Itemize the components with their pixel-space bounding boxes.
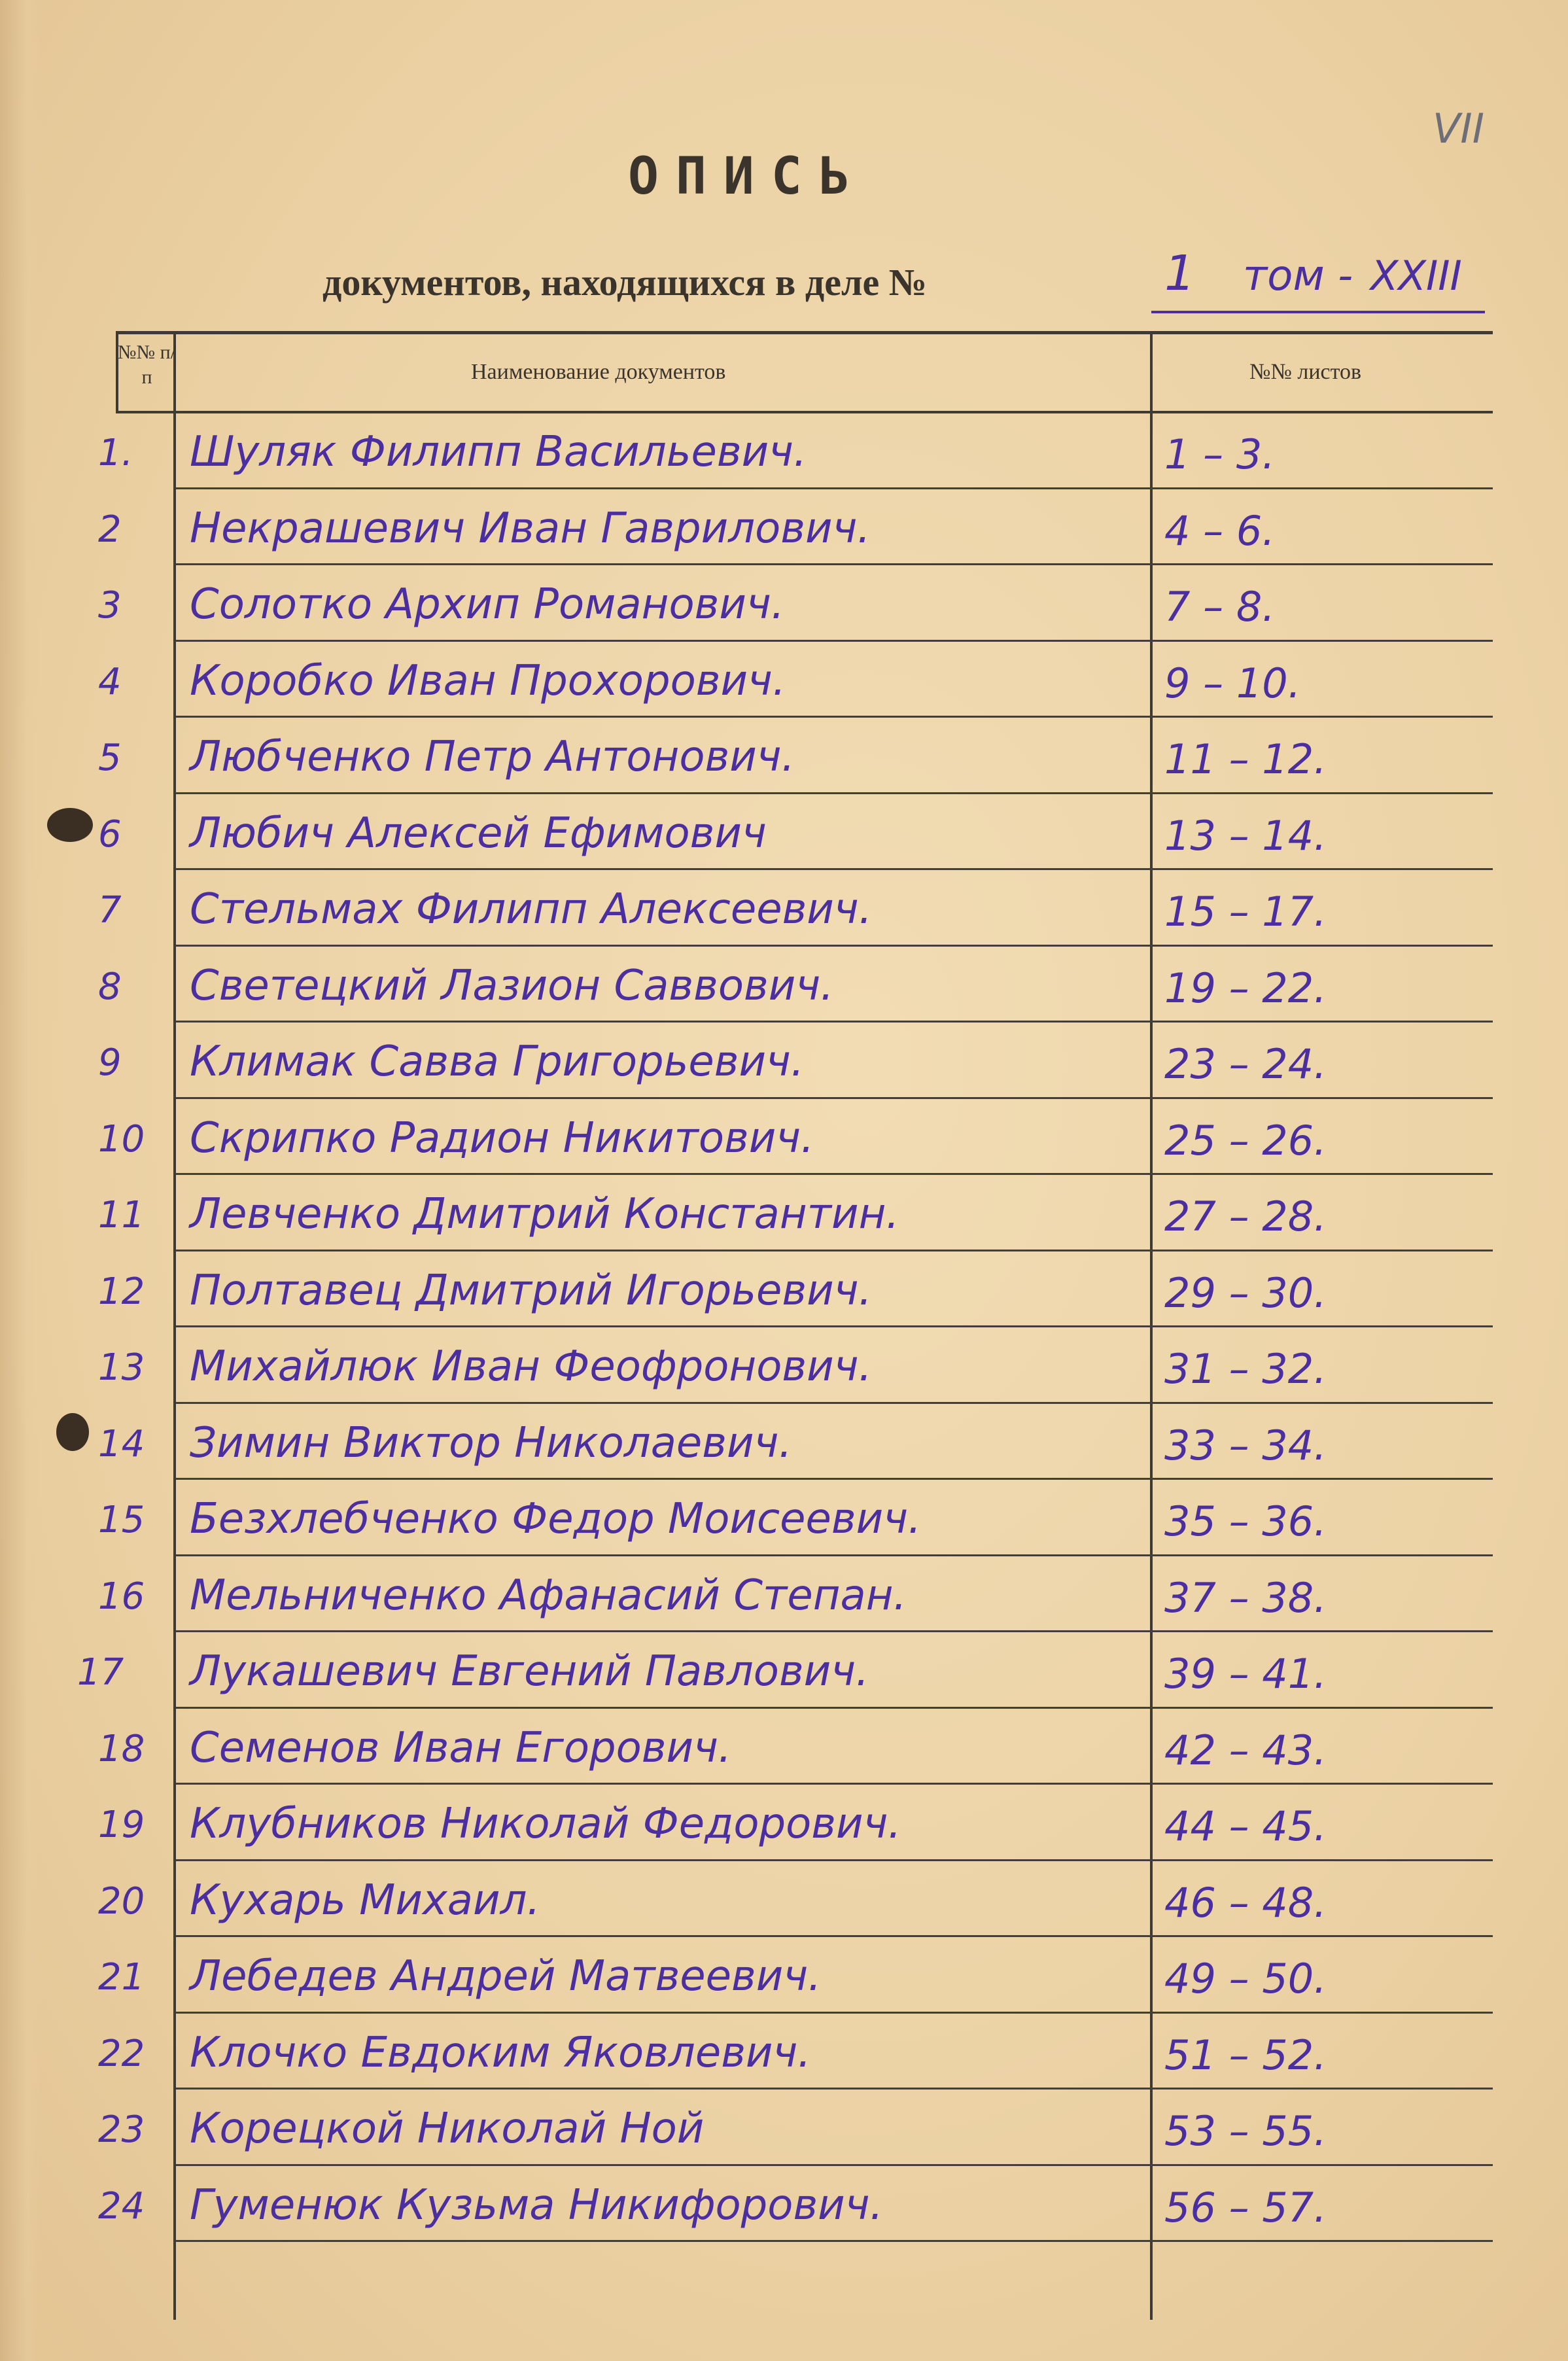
row-document-name: Шуляк Филипп Васильевич. xyxy=(190,428,807,476)
row-number: 17 xyxy=(77,1651,124,1694)
row-number: 10 xyxy=(98,1117,145,1161)
row-number: 20 xyxy=(98,1880,145,1923)
row-sheet-range: 29 – 30. xyxy=(1164,1268,1327,1317)
row-rule xyxy=(176,1935,1493,1937)
row-rule xyxy=(176,1325,1493,1327)
row-document-name: Кухарь Михаил. xyxy=(190,1876,540,1925)
row-number: 22 xyxy=(98,2032,145,2075)
row-number: 18 xyxy=(98,1727,145,1770)
row-rule xyxy=(176,563,1493,565)
row-number: 4 xyxy=(98,660,122,703)
row-document-name: Любченко Петр Антонович. xyxy=(190,733,795,781)
row-document-name: Полтавец Дмитрий Игорьевич. xyxy=(190,1266,872,1315)
table-top-rule xyxy=(116,331,1493,334)
row-sheet-range: 7 – 8. xyxy=(1164,583,1276,631)
row-number: 15 xyxy=(98,1499,145,1541)
row-number: 12 xyxy=(98,1270,145,1313)
row-sheet-range: 53 – 55. xyxy=(1164,2107,1327,2155)
worn-left-edge xyxy=(0,0,39,2361)
row-number: 8 xyxy=(98,965,122,1008)
row-sheet-range: 51 – 52. xyxy=(1164,2031,1327,2079)
row-sheet-range: 42 – 43. xyxy=(1164,1726,1327,1774)
row-sheet-range: 33 – 34. xyxy=(1164,1421,1327,1469)
row-rule xyxy=(176,1554,1493,1556)
row-document-name: Безхлебченко Федор Моисеевич. xyxy=(190,1495,922,1543)
row-sheet-range: 46 – 48. xyxy=(1164,1878,1327,1927)
corner-volume-mark: VII xyxy=(1433,105,1484,152)
volume-number: XXIII xyxy=(1370,252,1462,300)
row-sheet-range: 23 – 24. xyxy=(1164,1040,1327,1088)
row-rule xyxy=(176,1250,1493,1251)
row-sheet-range: 31 – 32. xyxy=(1164,1345,1327,1393)
row-rule xyxy=(176,2012,1493,2014)
row-rule xyxy=(176,487,1493,489)
row-document-name: Лебедев Андрей Матвеевич. xyxy=(190,1952,822,2001)
row-rule xyxy=(176,716,1493,718)
row-sheet-range: 39 – 41. xyxy=(1164,1650,1327,1698)
row-sheet-range: 9 – 10. xyxy=(1164,659,1301,707)
row-document-name: Клубников Николай Федорович. xyxy=(190,1800,901,1848)
row-sheet-range: 27 – 28. xyxy=(1164,1193,1327,1240)
row-sheet-range: 13 – 14. xyxy=(1164,811,1327,860)
row-sheet-range: 35 – 36. xyxy=(1164,1497,1327,1545)
row-document-name: Коробко Иван Прохорович. xyxy=(190,656,786,705)
row-rule xyxy=(176,2164,1493,2166)
row-rule xyxy=(176,1402,1493,1404)
row-number: 7 xyxy=(98,889,122,932)
row-document-name: Корецкой Николай Ной xyxy=(190,2105,705,2153)
row-rule xyxy=(176,1707,1493,1709)
row-sheet-range: 15 – 17. xyxy=(1164,888,1327,936)
row-rule xyxy=(176,1173,1493,1175)
row-sheet-range: 37 – 38. xyxy=(1164,1573,1327,1622)
row-rule xyxy=(176,640,1493,642)
row-sheet-range: 25 – 26. xyxy=(1164,1116,1327,1164)
row-number: 9 xyxy=(98,1041,122,1084)
column-header-name: Наименование документов xyxy=(471,360,726,384)
row-number: 1. xyxy=(98,432,133,474)
row-sheet-range: 44 – 45. xyxy=(1164,1802,1327,1850)
row-sheet-range: 11 – 12. xyxy=(1164,735,1327,783)
row-rule xyxy=(176,1097,1493,1099)
row-number: 11 xyxy=(98,1194,145,1236)
row-rule xyxy=(176,1478,1493,1480)
row-rule xyxy=(176,1783,1493,1785)
row-number: 24 xyxy=(98,2184,145,2228)
row-document-name: Семенов Иван Егорович. xyxy=(190,1723,732,1772)
row-sheet-range: 19 – 22. xyxy=(1164,964,1327,1012)
row-sheet-range: 56 – 57. xyxy=(1164,2183,1327,2231)
row-rule xyxy=(176,1630,1493,1632)
row-sheet-range: 49 – 50. xyxy=(1164,1955,1327,2002)
binding-hole-top xyxy=(47,808,93,842)
row-rule xyxy=(176,792,1493,794)
row-rule xyxy=(176,945,1493,947)
row-document-name: Солотко Архип Романович. xyxy=(190,580,785,629)
row-sheet-range: 4 – 6. xyxy=(1164,506,1276,555)
column-header-sheets: №№ листов xyxy=(1249,360,1362,384)
row-number: 2 xyxy=(98,508,122,551)
row-number: 23 xyxy=(98,2108,145,2151)
binding-hole-bottom xyxy=(56,1413,89,1451)
row-document-name: Гуменюк Кузьма Никифорович. xyxy=(190,2180,883,2230)
column-header-number: №№ п/п xyxy=(117,341,177,388)
row-document-name: Некрашевич Иван Гаврилович. xyxy=(190,504,871,553)
row-document-name: Зимин Виктор Николаевич. xyxy=(190,1418,792,1467)
row-rule xyxy=(176,1021,1493,1023)
row-number: 14 xyxy=(98,1422,145,1465)
row-rule xyxy=(176,868,1493,870)
row-document-name: Светецкий Лазион Саввович. xyxy=(190,961,834,1010)
row-number: 3 xyxy=(98,584,122,627)
row-document-name: Стельмах Филипп Алексеевич. xyxy=(190,885,873,934)
row-document-name: Левченко Дмитрий Константин. xyxy=(190,1190,899,1238)
row-rule xyxy=(176,2088,1493,2090)
row-document-name: Скрипко Радион Никитович. xyxy=(190,1113,814,1163)
row-document-name: Любич Алексей Ефимович xyxy=(190,809,767,858)
row-sheet-range: 1 – 3. xyxy=(1164,430,1276,478)
row-document-name: Мельниченко Афанасий Степан. xyxy=(190,1571,907,1620)
row-number: 21 xyxy=(98,1956,145,1999)
document-subtitle: документов, находящихся в деле № xyxy=(322,261,928,304)
row-rule xyxy=(176,1859,1493,1861)
document-title: ОПИСЬ xyxy=(628,147,867,206)
row-rule xyxy=(176,2240,1493,2242)
row-number: 19 xyxy=(98,1804,145,1846)
row-number: 16 xyxy=(98,1575,145,1618)
tom-label: том - xyxy=(1243,252,1353,300)
row-number: 5 xyxy=(98,737,122,779)
row-number: 13 xyxy=(98,1346,145,1389)
header-bottom-rule xyxy=(116,411,1493,413)
case-underline xyxy=(1151,311,1485,313)
row-document-name: Михайлюк Иван Феофронович. xyxy=(190,1342,872,1391)
case-number: 1 xyxy=(1164,245,1196,302)
row-document-name: Клочко Евдоким Яковлевич. xyxy=(190,2028,811,2077)
row-number: 6 xyxy=(98,813,122,856)
row-document-name: Лукашевич Евгений Павлович. xyxy=(190,1647,869,1696)
row-document-name: Климак Савва Григорьевич. xyxy=(190,1038,805,1086)
